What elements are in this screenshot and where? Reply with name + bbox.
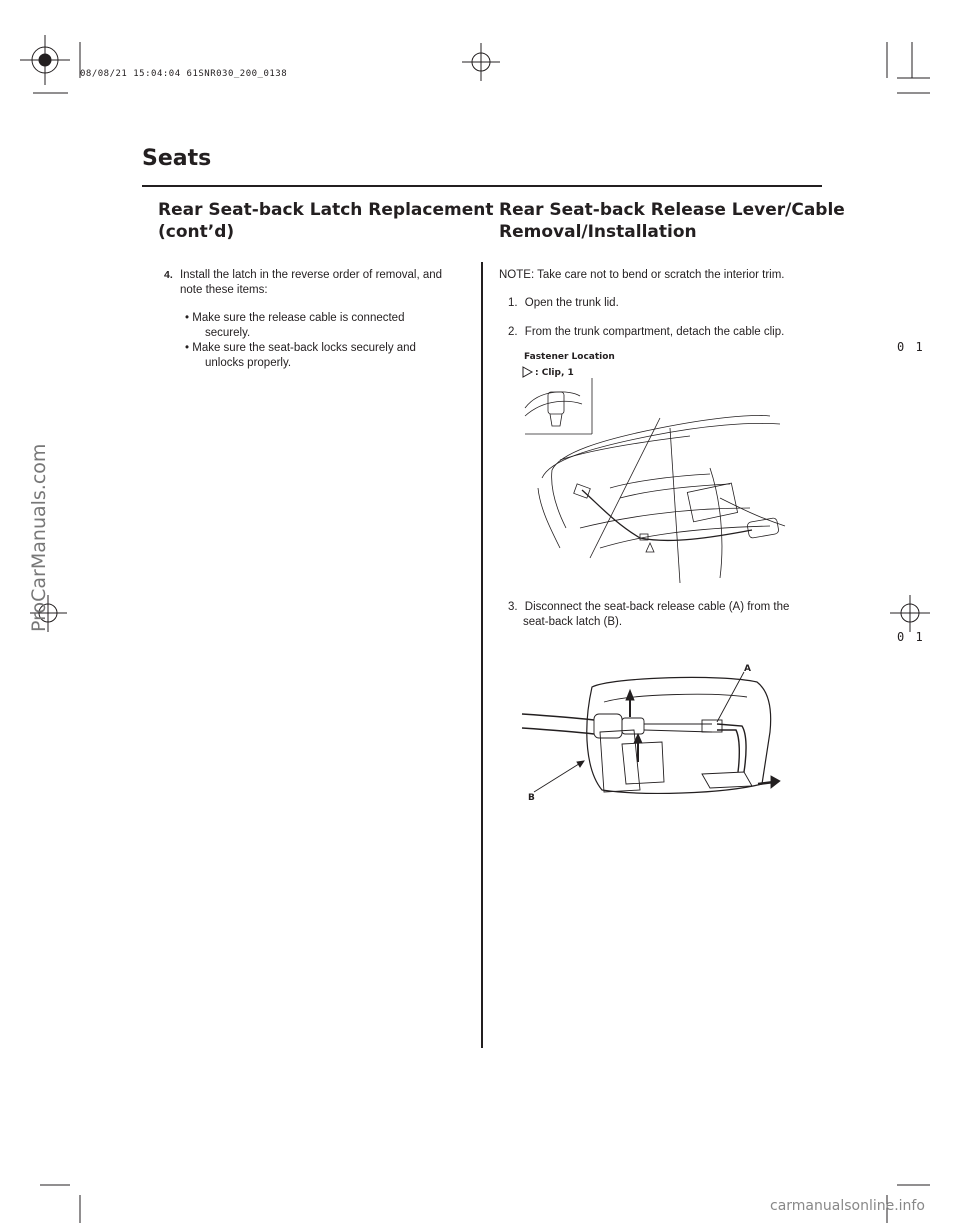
column-divider [481,262,483,1048]
title-rule [142,185,822,187]
page-title: Seats [142,146,212,171]
side-watermark: ProCarManuals.com [28,443,50,632]
right-section-title-line1: Rear Seat-back Release Lever/Cable [499,200,845,220]
bullet-text: Make sure the seat-back locks securely and [192,342,416,354]
left-bullets [185,311,475,371]
right-section-title [499,199,845,243]
step4-line1: Install the latch in the reverse order of removal, and [179,269,443,281]
latch-cable-figure [522,672,792,812]
note-text: NOTE: Take care not to bend or scratch the interior trim. [499,269,785,281]
step-2-number: 2. [508,326,518,338]
bullet-text-cont: securely. [205,327,251,339]
step-1-text: Open the trunk lid. [524,297,619,309]
step4-line2: note these items: [180,284,268,296]
footer-watermark: carmanualsonline.info [770,1198,925,1214]
step-1 [508,296,619,311]
step-2-text: From the trunk compartment, detach the cable clip. [524,326,785,338]
step4-number: 4. [164,269,173,281]
margin-mark-top: 0 1 [897,340,925,354]
bullet-item [185,311,475,341]
bullet-dot: • [185,342,193,354]
left-section-title-line2: (cont’d) [158,222,235,242]
step-3-line1: Disconnect the seat-back release cable (A) from the [524,601,790,613]
callout-a-label: A [744,664,751,674]
fastener-location-title: Fastener Location [524,352,615,362]
left-section-title-line1: Rear Seat-back Latch Replacement [158,200,494,220]
left-section-title [158,199,493,243]
bullet-item [185,341,475,371]
step-3-line2: seat-back latch (B). [523,616,623,628]
print-stamp: 08/08/21 15:04:04 61SNR030_200_0138 [80,69,288,79]
step-3-number: 3. [508,601,518,613]
step-1-number: 1. [508,297,518,309]
margin-mark-bottom: 0 1 [897,630,925,644]
bullet-text: Make sure the release cable is connected [192,312,405,324]
left-step-4 [164,268,474,298]
step-3 [508,600,818,630]
bullet-dot: • [185,312,193,324]
clip-legend: : Clip, 1 [535,368,574,378]
callout-b-label: B [528,793,535,803]
step-2 [508,325,784,340]
bullet-text-cont: unlocks properly. [205,357,292,369]
right-section-title-line2: Removal/Installation [499,222,697,242]
trunk-cable-figure [520,378,790,593]
clip-legend-triangle-icon [522,366,534,378]
